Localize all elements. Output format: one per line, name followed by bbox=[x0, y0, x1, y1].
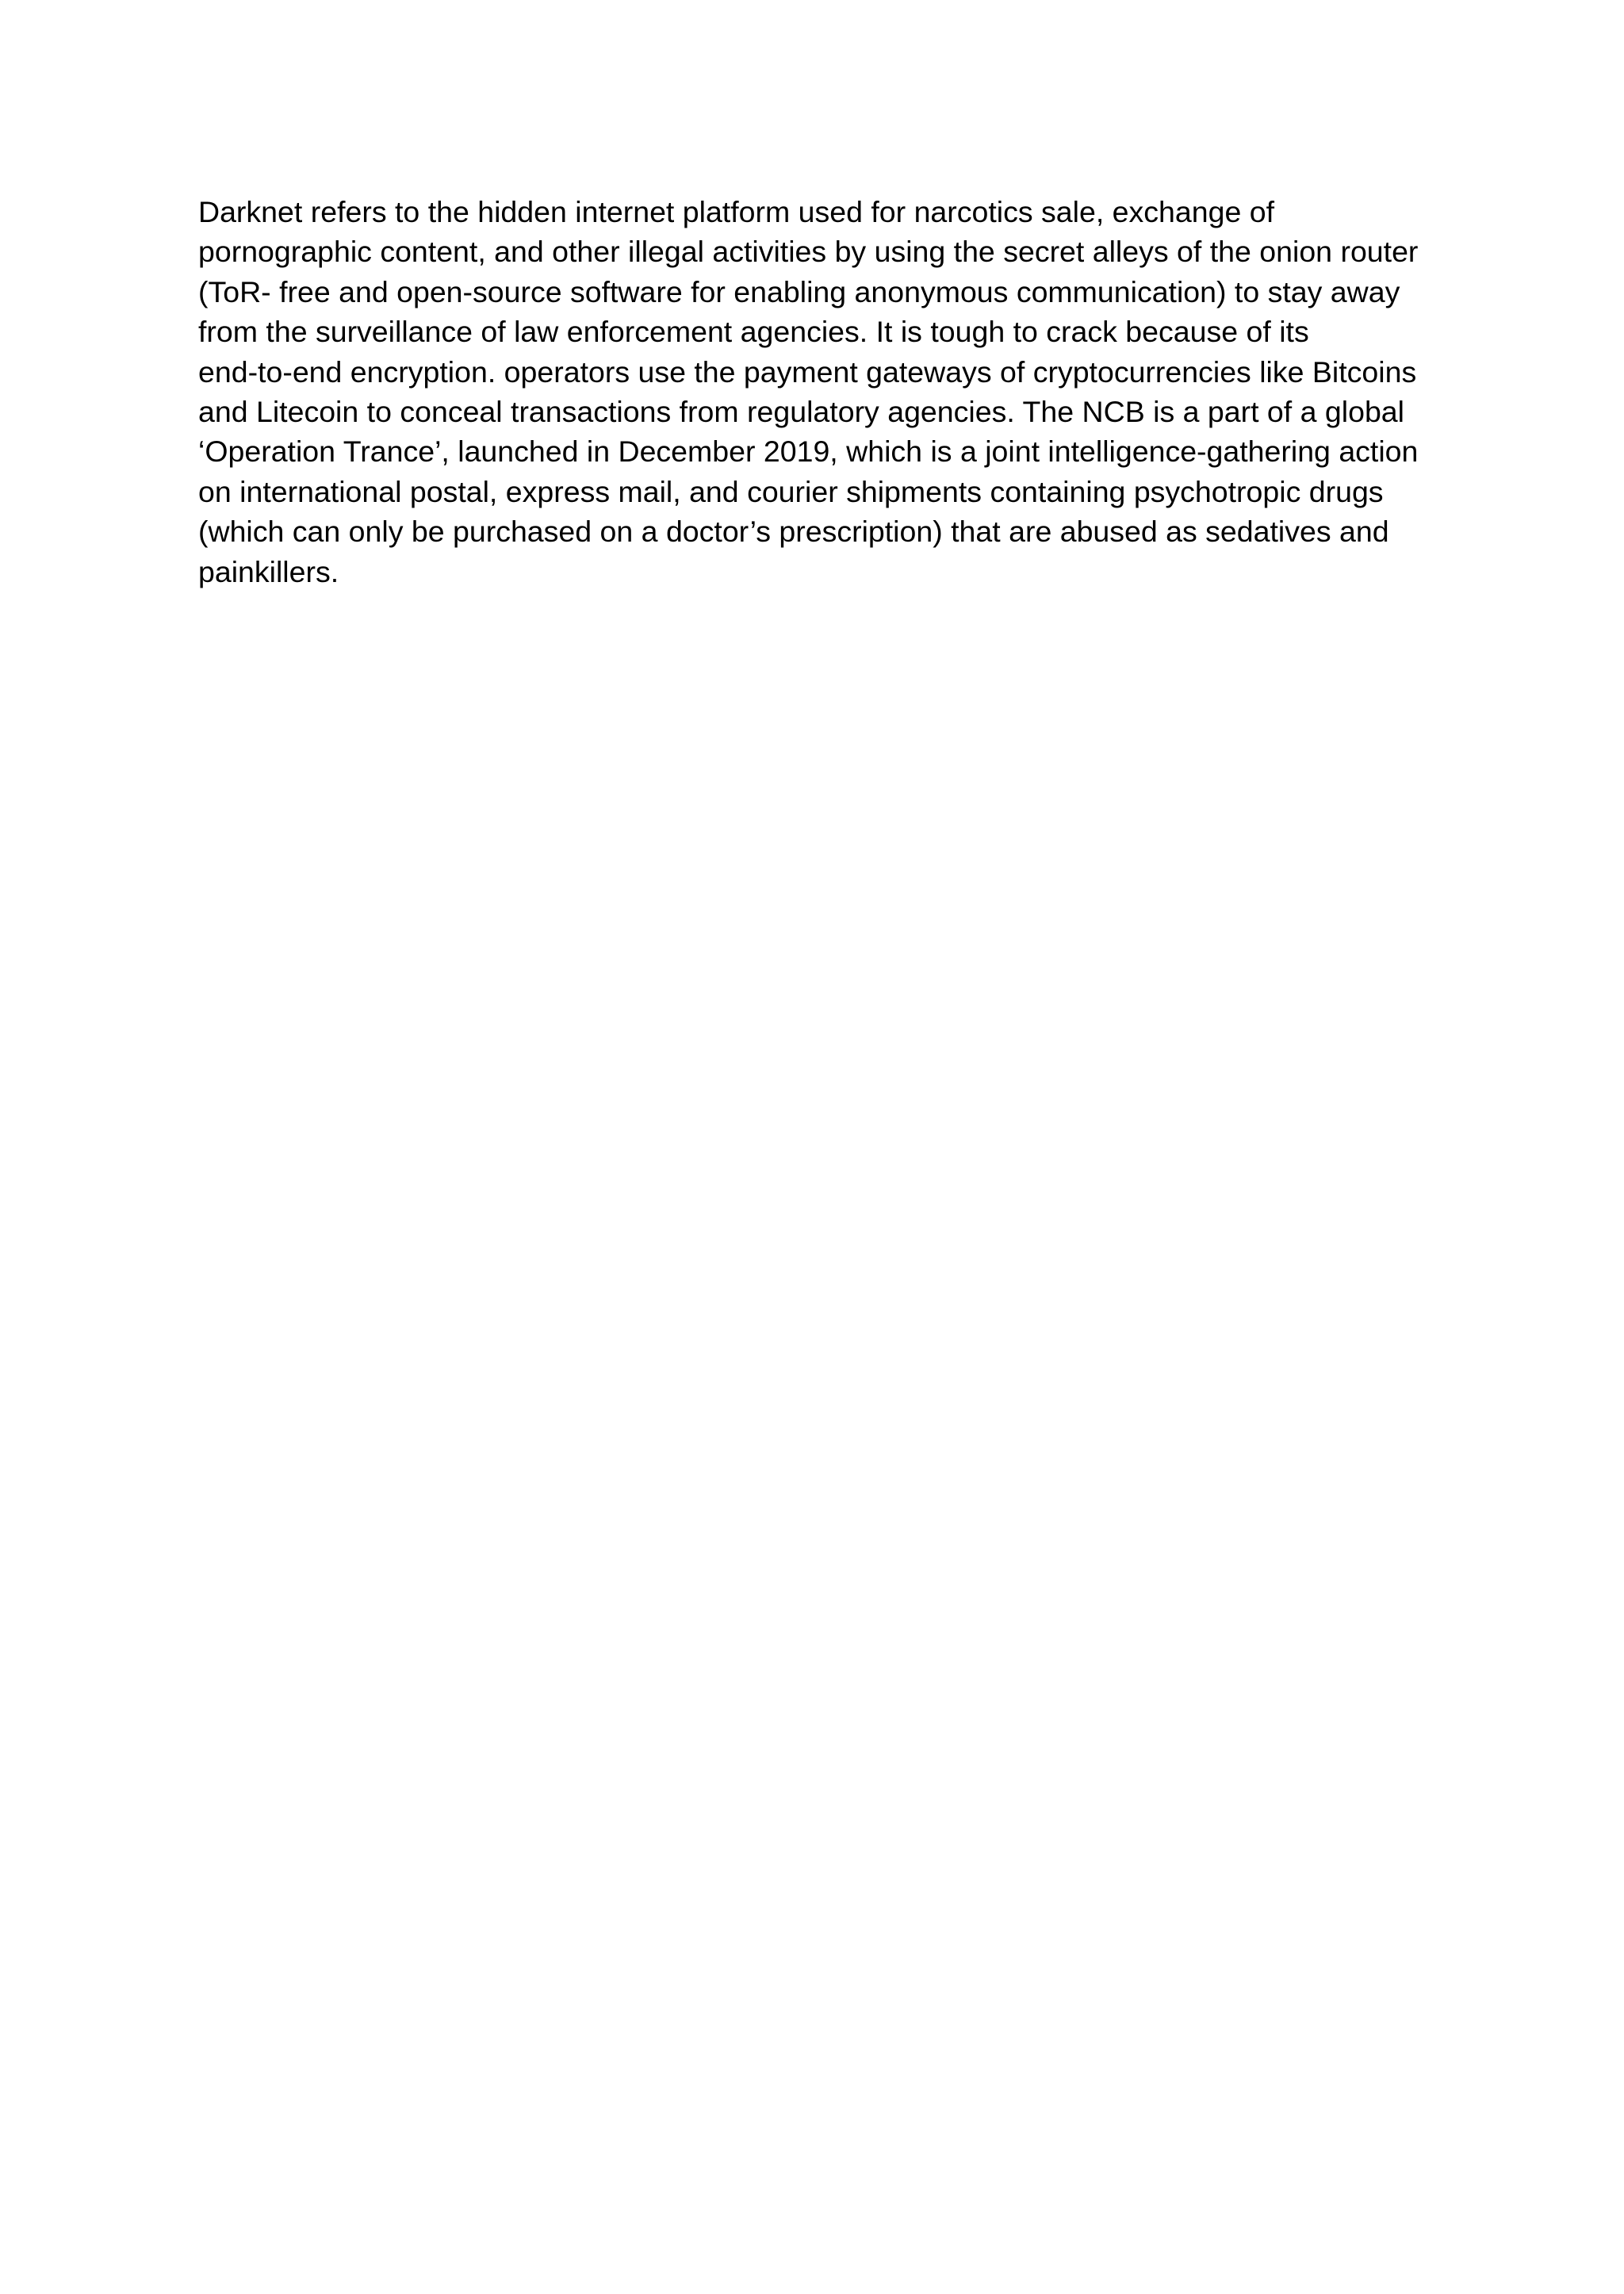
paragraph-line-1: Darknet refers to the hidden internet platform used for narcotics sale, exchange of bbox=[198, 195, 1274, 228]
paragraph-line-4: from the surveillance of law enforcement agencies. It is tough to crack because of its bbox=[198, 315, 1309, 349]
paragraph-line-2: pornographic content, and other illegal activities by using the secret alleys of the onion router bbox=[198, 235, 1419, 269]
paragraph-line-10: painkillers. bbox=[198, 554, 339, 588]
paragraph-line-6: and Litecoin to conceal transactions from regulatory agencies. The NCB is a part of a global bbox=[198, 395, 1404, 429]
paragraph-line-5: end-to-end encryption. operators use the payment gateways of cryptocurrencies like Bitcoins bbox=[198, 354, 1417, 389]
paragraph-line-7: ‘Operation Trance’, launched in December 2019, which is a joint intelligence-gathering action bbox=[198, 435, 1419, 469]
paragraph-line-8: on international postal, express mail, and courier shipments containing psychotropic drugs bbox=[198, 474, 1384, 508]
paragraph-line-3: (ToR- free and open-source software for enabling anonymous communication) to stay away bbox=[198, 274, 1400, 308]
paragraph-line-9: (which can only be purchased on a doctor’s prescription) that are abused as sedatives and bbox=[198, 515, 1389, 549]
body-paragraph bbox=[198, 192, 1451, 592]
